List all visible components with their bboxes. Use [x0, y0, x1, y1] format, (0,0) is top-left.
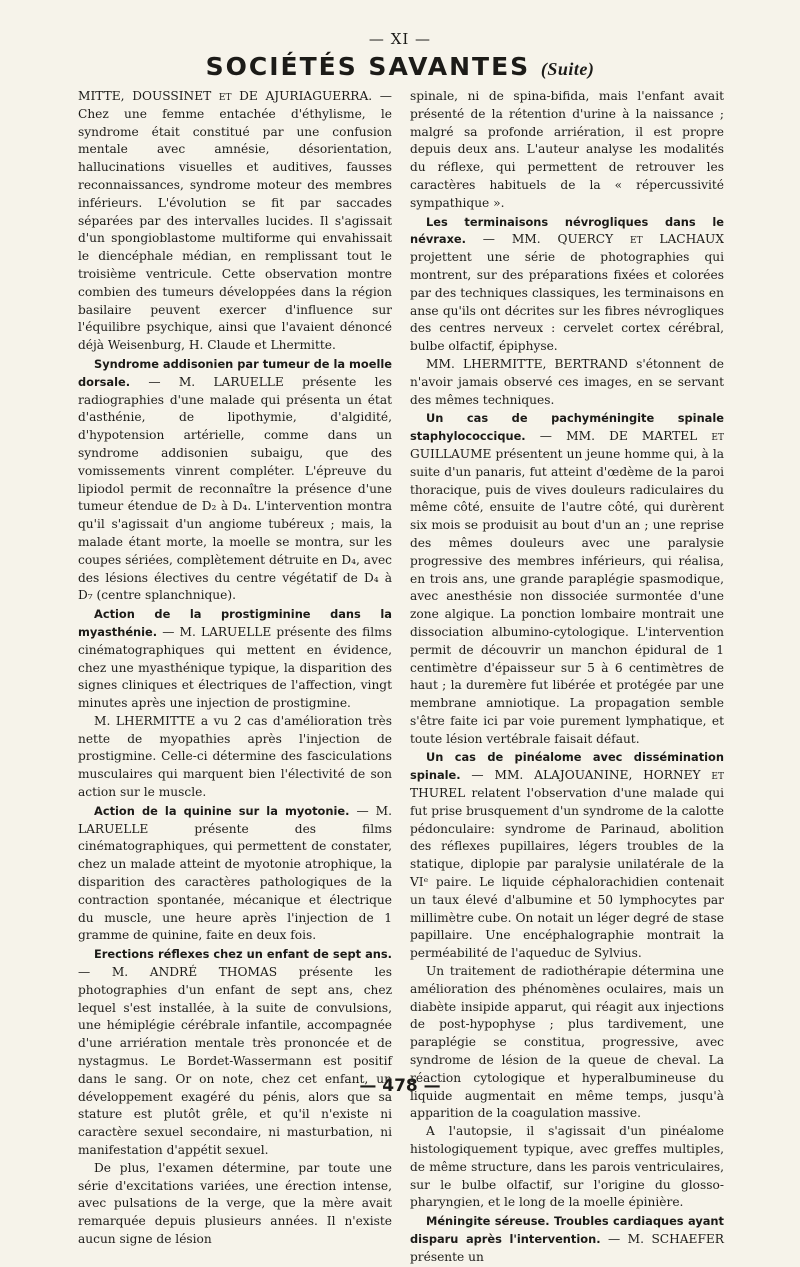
section-quinine-myotonie: Action de la quinine sur la myotonie. — M. LARUELLE présente des films cinématographiques, qui permettent de constater, chez un malade atteint de myotonie atrophique, la disparition des caractères pathologiques de la contraction spontanée, mécanique et électrique du muscle, une heure après l'injection de 1 gramme de quinine, faite en deux fois. — [78, 803, 393, 943]
paragraph-text: présente des films cinématographiques qui mettent en évidence, chez une myasthénique typique, la disparition des signes cliniques et électriques de l'affection, vingt minutes après une injection de prostigmine. — [78, 624, 392, 711]
title-suite: (Suite) — [540, 59, 595, 79]
paragraph-text: présente les photographies d'un enfant de sept ans, chez lequel s'est installée, à la suite de convulsions, une hémiplégie cérébrale infantile, accompagnée d'une arriération mentale très prononcée et de nystagmus. Le Bordet-Wassermann est positif dans le sang. Or on note, chez cet enfant, un développement exagéré du pénis, alors que sa stature est plutôt grêle, et qu'il n'existe ni caractère sexuel secondaire, ni masturbation, ni manifestation d'appétit sexuel. — [78, 965, 392, 1158]
paragraph — [78, 88, 392, 355]
section-meningite-sereuse: Méningite séreuse. Troubles cardiaques ayant disparu après l'intervention. — M. SCHAEFER présente un — [410, 1214, 724, 1264]
author-names: MM. QUERCY et LACHAUX — [511, 232, 724, 247]
section-heading: Action de la quinine sur la myotonie. — [94, 803, 350, 818]
section-heading: Un cas de pinéalome avec dissémination spinale. — [410, 750, 724, 783]
section-pachymeningite: Un cas de pachyméningite spinale staphylococcique. — MM. DE MARTEL et GUILLAUME présentent un jeune homme qui, à la suite d'un panaris, fut atteint d'œdème de la paroi thoracique, puis de vives douleurs radiculaires du même côté, ensuite de l'autre côté, qui durèrent six mois se produisit au bout d'un an ; une reprise des mêmes douleurs avec une paralysie progressive des membres inférieurs, qui réalisa, en trois ans, une grande paraplégie spasmodique, avec anesthésie non dissociée surmontée d'une zone algique. La ponction lombaire montrait une dissociation albumino-cytologique. L'intervention permit de découvrir un manchon épidural de 1 centimètre d'épaisseur sur 5 à 6 centimètres de haut ; la duremère fut libérée et protégée par une membrane amniotique. La propagation semble s'être faite ici par voie purement lymphatique, et toute lésion vertébrale faisait défaut. — [410, 411, 724, 746]
paragraph — [410, 356, 724, 409]
paragraph-text: s'étonnent de n'avoir jamais observé ces images, en se servant des mêmes techniques. — [410, 356, 724, 407]
page-title — [0, 52, 800, 81]
paragraph — [78, 1160, 392, 1249]
section-erections-reflexes: Erections réflexes chez un enfant de sept ans. — M. ANDRÉ THOMAS présente les photographies d'un enfant de sept ans, chez lequel s'est installée, à la suite de convulsions, une hémiplégie cérébrale infantile, accompagnée d'une arriération mentale très prononcée et de nystagmus. Le Bordet-Wassermann est positif dans le sang. Or on note, chez cet enfant, un développement exagéré du pénis, alors que sa stature est plutôt grêle, et qu'il n'existe ni caractère sexuel secondaire, ni masturbation, ni manifestation d'appétit sexuel. — [78, 947, 392, 1158]
author-names: MM. DE MARTEL et GUILLAUME — [410, 429, 724, 461]
author-names: MITTE, DOUSSINET et DE AJURIAGUERRA. — [78, 89, 373, 103]
paragraph-text: a vu 2 cas d'amélioration très nette de myopathies après l'injection de prostigmine. Celle-ci détermine des fasciculations musculaires qui marquent bien l'électivité de son action sur le muscle. — [78, 713, 392, 800]
page-roman-numeral: — XI — — [368, 30, 432, 48]
page-number: — 478 — — [359, 1076, 441, 1096]
section-syndrome-addisonien: Syndrome addisonien par tumeur de la moelle dorsale. — M. LARUELLE présente les radiographies d'une malade qui présenta un état d'asthénie, de lipothymie, d'algidité, d'hypotension artérielle, comme dans un syndrome addisonien subaigu, que des vomissements vinrent compléter. L'épreuve du lipiodol permit de reconnaître la présence d'une tumeur étendue de D₂ à D₄. L'intervention montra qu'il s'agissait d'un angiome tubéreux ; mais, la malade étant morte, la moelle se montra, sur les coupes sériées, complètement détruite en D₄, avec des lésions électives du centre végétatif de D₄ à D₇ (centre splanchnique). — [78, 356, 392, 603]
paragraph-text: présente des films cinématographiques, qui permettent de constater, chez un malade atteint de myotonie atrophique, la disparition des caractères pathologiques de la contraction spontanée, mécanique et électrique du muscle, une heure après l'injection de 1 gramme de quinine, faite en deux fois. — [78, 821, 392, 943]
title-main: SOCIÉTÉS SAVANTES — [205, 52, 531, 81]
author-names: M. LHERMITTE — [94, 713, 196, 728]
author-names: M. LARUELLE — [179, 624, 272, 639]
paragraph-text: Un traitement de radiothérapie détermina une amélioration des phénomènes oculaires, mais un diabète insipide apparut, qui réagit aux injections de post-hypophyse ; plus tardivement, une paraplégie se constitua, progressive, avec syndrome de lésion de la queue de cheval. La réaction cytologique et hyperalbumineuse du liquide augmentait en même temps, jusqu'à apparition de la coagulation massive. — [410, 964, 724, 1121]
section-prostigminine: Action de la prostigminine dans la myasthénie. — M. LARUELLE présente des films cinématographiques qui mettent en évidence, chez une myasthénique typique, la disparition des signes cliniques et électriques de l'affection, vingt minutes après une injection de prostigmine. — [78, 607, 392, 711]
section-heading: Les terminaisons névrogliques dans le névraxe. — [410, 214, 724, 247]
section-pinealome: Un cas de pinéalome avec dissémination spinale. — MM. ALAJOUANINE, HORNEY et THUREL relatent l'observation d'une malade qui fut prise brusquement d'un syndrome de la calotte pédonculaire: syndrome de Parinaud, abolition des réflexes pupillaires, légers troubles de la statique, diplopie par paralysie unilatérale de la VIᵉ paire. Le liquide céphalorachidien contenait un taux élevé d'albumine et 50 lymphocytes par millimètre cube. On notait un léger degré de stase papillaire. Une encéphalographie montrait la perméabilité de l'aqueduc de Sylvius. — [410, 750, 724, 961]
section-heading: Un cas de pachyméningite spinale staphylococcique. — [410, 411, 724, 444]
author-names: M. LARUELLE — [78, 803, 393, 836]
paragraph-text: De plus, l'examen détermine, par toute une série d'excitations variées, une érection intense, avec pulsations de la verge, que la mère avait remarquée depuis plusieurs années. Il n'existe aucun signe de lésion — [78, 1160, 392, 1246]
section-heading: Action de la prostigminine dans la myasthénie. — [78, 607, 392, 639]
author-names: M. LARUELLE — [178, 374, 284, 389]
paragraph-text: — Chez une femme entachée d'éthylisme, le syndrome était constitué par une confusion mentale avec amnésie, désorientation, hallucinations visuelles et auditives, fausses reconnaissances, syndrome moteur des membres inférieurs. L'évolution se fit par saccades séparées par des intervalles lucides. Il s'agissait d'un spongioblastome multiforme qui envahissait le diencéphale médian, en remplissant tout le troisième ventricule. Cette observation montre combien des tumeurs développées dans la région basilaire peuvent exercer d'influence sur l'équilibre psychique, ainsi que l'avaient dénoncé déjà Weisenburg, H. Claude et Lhermitte. — [78, 89, 392, 353]
author-names: MM. ALAJOUANINE, HORNEY et THUREL — [410, 768, 724, 801]
section-heading: Erections réflexes chez un enfant de sept ans. — [94, 947, 392, 962]
section-heading: Méningite séreuse. Troubles cardiaques ayant disparu après l'intervention. — [410, 1214, 724, 1246]
section-heading: Syndrome addisonien par tumeur de la moelle dorsale. — [78, 356, 392, 389]
paragraph-text: spinale, ni de spina-bifida, mais l'enfant avait présenté de la rétention d'urine à la naissance ; malgré sa profonde arriération, il est propre depuis deux ans. L'auteur analyse les modalités du réflexe, qui permettent de retrouver les caractères habituels de la « répercussivité sympathique ». — [410, 89, 724, 210]
paragraph-text: relatent l'observation d'une malade qui fut prise brusquement d'un syndrome de la calotte pédonculaire: syndrome de Parinaud, abolition des réflexes pupillaires, légers troubles de la statique, diplopie par paralysie unilatérale de la VIᵉ paire. Le liquide céphalorachidien contenait un taux élevé d'albumine et 50 lymphocytes par millimètre cube. On notait un léger degré de stase papillaire. Une encéphalographie montrait la perméabilité de l'aqueduc de Sylvius. — [410, 786, 724, 961]
article-columns — [78, 88, 724, 1264]
left-column — [78, 88, 393, 1246]
paragraph-text: projettent une série de photographies qui montrent, sur des préparations fixées et colorées par des techniques classiques, les terminaisons en anse qu'ils ont décrites sur les fibres névrogliques des centres nerveux : cervelet cortex cérébral, bulbe olfactif, épiphyse. — [410, 250, 724, 354]
section-terminaisons-nevrogliques: Les terminaisons névrogliques dans le névraxe. — MM. QUERCY et LACHAUX projettent une série de photographies qui montrent, sur des préparations fixées et colorées par des techniques classiques, les terminaisons en anse qu'ils ont décrites sur les fibres névrogliques des centres nerveux : cervelet cortex cérébral, bulbe olfactif, épiphyse. — [410, 214, 724, 354]
right-column — [410, 88, 724, 1264]
paragraph — [410, 963, 724, 1123]
author-names: MM. LHERMITTE, BERTRAND — [426, 356, 628, 371]
paragraph-text: présente les radiographies d'une malade qui présenta un état d'asthénie, de lipothymie, d'algidité, d'hypotension artérielle, comme dans un syndrome addisonien subaigu, que des vomissements vinrent compléter. L'épreuve du lipiodol permit de reconnaître la présence d'une tumeur étendue de D₂ à D₄. L'intervention montra qu'il s'agissait d'un angiome tubéreux ; mais, la malade étant morte, la moelle se montra, sur les coupes sériées, complètement détruite en D₄, avec des lésions électives du centre végétatif de D₄ à D₇ (centre splanchnique). — [78, 374, 392, 603]
paragraph-text: A l'autopsie, il s'agissait d'un pinéalome histologiquement typique, avec greffes multiples, de même structure, dans les parois ventriculaires, sur le bulbe olfactif, sur l'origine du glosso-pharyngien, et le long de la moelle épinière. — [410, 1124, 724, 1210]
paragraph — [410, 88, 724, 213]
paragraph — [410, 1123, 724, 1212]
author-names: M. ANDRÉ THOMAS — [111, 965, 278, 980]
paragraph — [78, 713, 392, 802]
paragraph-text: présente un — [410, 1249, 484, 1264]
author-names: M. SCHAEFER — [627, 1232, 724, 1246]
paragraph-text: présentent un jeune homme qui, à la suite d'un panaris, fut atteint d'œdème de la paroi thoracique, puis de vives douleurs radiculaires du même côté, ensuite de l'autre côté, qui durèrent six mois se produisit au bout d'un an ; une reprise des mêmes douleurs avec une paralysie progressive des membres inférieurs, qui réalisa, en trois ans, une grande paraplégie spasmodique, avec anesthésie non dissociée surmontée d'une zone algique. La ponction lombaire montrait une dissociation albumino-cytologique. L'intervention permit de découvrir un manchon épidural de 1 centimètre d'épaisseur sur 5 à 6 centimètres de haut ; la duremère fut libérée et protégée par une membrane amniotique. La propagation semble s'être faite ici par voie purement lymphatique, et toute lésion vertébrale faisait défaut. — [410, 446, 724, 746]
